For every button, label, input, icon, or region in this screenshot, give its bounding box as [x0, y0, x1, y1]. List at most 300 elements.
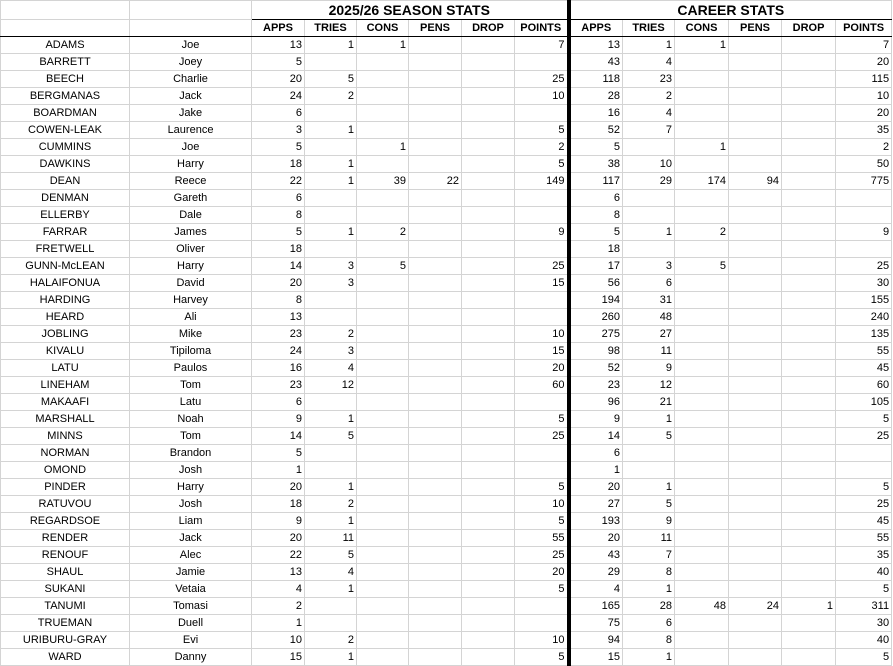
player-firstname-cell[interactable]: Harry [130, 258, 252, 275]
season-pens-cell[interactable] [409, 258, 462, 275]
season-cons-cell[interactable] [357, 71, 409, 88]
season-tries-cell[interactable] [305, 207, 357, 224]
season-apps-cell[interactable]: 18 [252, 156, 305, 173]
season-drop-cell[interactable] [462, 530, 515, 547]
season-pens-cell[interactable] [409, 224, 462, 241]
career-points-cell[interactable]: 25 [836, 258, 892, 275]
player-surname-cell[interactable]: BEECH [1, 71, 130, 88]
player-firstname-cell[interactable]: James [130, 224, 252, 241]
career-tries-cell[interactable]: 6 [623, 615, 675, 632]
career-points-cell[interactable]: 45 [836, 513, 892, 530]
career-cons-cell[interactable] [675, 156, 729, 173]
career-cons-cell[interactable]: 174 [675, 173, 729, 190]
season-cons-cell[interactable] [357, 513, 409, 530]
player-surname-cell[interactable]: DENMAN [1, 190, 130, 207]
career-drop-cell[interactable] [782, 513, 836, 530]
career-drop-cell[interactable] [782, 632, 836, 649]
career-tries-cell[interactable]: 28 [623, 598, 675, 615]
career-points-cell[interactable]: 9 [836, 224, 892, 241]
season-points-cell[interactable]: 25 [515, 428, 569, 445]
season-cons-cell[interactable] [357, 615, 409, 632]
season-cons-cell[interactable] [357, 428, 409, 445]
player-surname-cell[interactable]: HEARD [1, 309, 130, 326]
season-apps-cell[interactable]: 5 [252, 224, 305, 241]
player-surname-cell[interactable]: RATUVOU [1, 496, 130, 513]
season-tries-cell[interactable] [305, 445, 357, 462]
career-points-cell[interactable]: 50 [836, 156, 892, 173]
season-pens-cell[interactable] [409, 105, 462, 122]
player-firstname-cell[interactable]: Harry [130, 479, 252, 496]
career-cons-cell[interactable] [675, 71, 729, 88]
career-cons-cell[interactable] [675, 581, 729, 598]
career-drop-cell[interactable] [782, 547, 836, 564]
career-points-cell[interactable]: 115 [836, 71, 892, 88]
career-cons-cell[interactable] [675, 309, 729, 326]
career-pens-cell[interactable] [729, 581, 782, 598]
season-apps-cell[interactable]: 6 [252, 190, 305, 207]
career-apps-cell[interactable]: 275 [569, 326, 623, 343]
career-cons-cell[interactable] [675, 377, 729, 394]
career-pens-cell[interactable] [729, 105, 782, 122]
season-cons-cell[interactable] [357, 581, 409, 598]
season-drop-cell[interactable] [462, 445, 515, 462]
season-apps-cell[interactable]: 5 [252, 445, 305, 462]
season-apps-cell[interactable]: 18 [252, 496, 305, 513]
season-cons-cell[interactable] [357, 190, 409, 207]
career-apps-cell[interactable]: 4 [569, 581, 623, 598]
season-drop-cell[interactable] [462, 156, 515, 173]
season-cons-cell[interactable] [357, 360, 409, 377]
career-pens-cell[interactable] [729, 547, 782, 564]
player-surname-cell[interactable]: ELLERBY [1, 207, 130, 224]
season-cons-cell[interactable] [357, 394, 409, 411]
career-drop-cell[interactable] [782, 564, 836, 581]
season-pens-cell[interactable] [409, 445, 462, 462]
season-apps-cell[interactable]: 5 [252, 54, 305, 71]
season-drop-cell[interactable] [462, 411, 515, 428]
season-tries-cell[interactable] [305, 292, 357, 309]
season-drop-cell[interactable] [462, 292, 515, 309]
season-cons-cell[interactable]: 2 [357, 224, 409, 241]
career-drop-cell[interactable] [782, 394, 836, 411]
season-drop-cell[interactable] [462, 71, 515, 88]
career-apps-cell[interactable]: 98 [569, 343, 623, 360]
career-apps-cell[interactable]: 5 [569, 224, 623, 241]
career-pens-cell[interactable] [729, 445, 782, 462]
career-pens-cell[interactable] [729, 88, 782, 105]
season-cons-cell[interactable] [357, 207, 409, 224]
career-apps-cell[interactable]: 260 [569, 309, 623, 326]
season-points-cell[interactable]: 60 [515, 377, 569, 394]
season-drop-cell[interactable] [462, 88, 515, 105]
player-surname-cell[interactable]: ADAMS [1, 37, 130, 54]
career-cons-cell[interactable] [675, 360, 729, 377]
career-pens-cell[interactable] [729, 190, 782, 207]
blank-cell[interactable] [1, 1, 130, 20]
career-points-cell[interactable]: 25 [836, 428, 892, 445]
career-tries-cell[interactable]: 9 [623, 513, 675, 530]
player-firstname-cell[interactable]: Charlie [130, 71, 252, 88]
career-points-cell[interactable] [836, 190, 892, 207]
season-drop-cell[interactable] [462, 581, 515, 598]
season-pens-cell[interactable] [409, 564, 462, 581]
player-surname-cell[interactable]: RENDER [1, 530, 130, 547]
career-pens-cell[interactable] [729, 37, 782, 54]
career-pens-cell[interactable] [729, 71, 782, 88]
career-points-cell[interactable]: 155 [836, 292, 892, 309]
season-cons-cell[interactable] [357, 292, 409, 309]
season-apps-cell[interactable]: 24 [252, 88, 305, 105]
player-surname-cell[interactable]: JOBLING [1, 326, 130, 343]
season-tries-cell[interactable]: 1 [305, 173, 357, 190]
career-apps-cell[interactable]: 1 [569, 462, 623, 479]
career-points-cell[interactable]: 5 [836, 649, 892, 666]
season-apps-cell[interactable]: 13 [252, 309, 305, 326]
season-cons-cell[interactable] [357, 241, 409, 258]
season-cons-cell[interactable] [357, 632, 409, 649]
season-tries-cell[interactable] [305, 190, 357, 207]
season-points-cell[interactable]: 20 [515, 564, 569, 581]
player-surname-cell[interactable]: TRUEMAN [1, 615, 130, 632]
career-tries-cell[interactable]: 5 [623, 496, 675, 513]
season-points-cell[interactable]: 5 [515, 479, 569, 496]
season-tries-cell[interactable]: 4 [305, 564, 357, 581]
season-pens-cell[interactable] [409, 37, 462, 54]
career-pens-cell[interactable] [729, 428, 782, 445]
career-apps-cell[interactable]: 23 [569, 377, 623, 394]
career-tries-cell[interactable]: 4 [623, 105, 675, 122]
season-points-cell[interactable]: 25 [515, 258, 569, 275]
career-drop-cell[interactable] [782, 224, 836, 241]
player-surname-cell[interactable]: TANUMI [1, 598, 130, 615]
career-tries-cell[interactable]: 8 [623, 564, 675, 581]
player-firstname-cell[interactable]: Jack [130, 88, 252, 105]
career-drop-cell[interactable] [782, 326, 836, 343]
player-surname-cell[interactable]: MINNS [1, 428, 130, 445]
season-cons-cell[interactable]: 39 [357, 173, 409, 190]
career-apps-cell[interactable]: 15 [569, 649, 623, 666]
season-points-cell[interactable]: 2 [515, 139, 569, 156]
career-cons-cell[interactable] [675, 105, 729, 122]
season-apps-cell[interactable]: 20 [252, 275, 305, 292]
season-cons-cell[interactable] [357, 564, 409, 581]
career-cons-cell[interactable] [675, 615, 729, 632]
season-points-cell[interactable]: 25 [515, 71, 569, 88]
career-drop-cell[interactable] [782, 71, 836, 88]
career-apps-cell[interactable]: 13 [569, 37, 623, 54]
season-points-cell[interactable]: 5 [515, 581, 569, 598]
career-tries-cell[interactable]: 12 [623, 377, 675, 394]
career-pens-cell[interactable] [729, 292, 782, 309]
career-drop-cell[interactable] [782, 581, 836, 598]
career-apps-cell[interactable]: 6 [569, 445, 623, 462]
career-pens-cell[interactable] [729, 326, 782, 343]
player-firstname-cell[interactable]: Tomasi [130, 598, 252, 615]
season-pens-cell[interactable] [409, 190, 462, 207]
season-cons-cell[interactable] [357, 326, 409, 343]
career-cons-cell[interactable] [675, 241, 729, 258]
career-apps-cell[interactable]: 20 [569, 530, 623, 547]
season-points-cell[interactable] [515, 394, 569, 411]
career-tries-cell[interactable]: 1 [623, 37, 675, 54]
player-firstname-cell[interactable]: Liam [130, 513, 252, 530]
career-drop-cell[interactable] [782, 105, 836, 122]
career-tries-cell[interactable]: 7 [623, 122, 675, 139]
season-points-cell[interactable]: 5 [515, 513, 569, 530]
career-drop-cell[interactable] [782, 411, 836, 428]
career-drop-cell[interactable] [782, 241, 836, 258]
season-apps-cell[interactable]: 15 [252, 649, 305, 666]
player-firstname-cell[interactable]: Paulos [130, 360, 252, 377]
career-pens-cell[interactable] [729, 309, 782, 326]
player-firstname-cell[interactable]: Harry [130, 156, 252, 173]
career-cons-cell[interactable] [675, 326, 729, 343]
blank-cell[interactable] [1, 20, 130, 37]
player-firstname-cell[interactable]: Tom [130, 428, 252, 445]
season-apps-cell[interactable]: 6 [252, 394, 305, 411]
career-points-cell[interactable]: 40 [836, 632, 892, 649]
season-apps-cell[interactable]: 14 [252, 258, 305, 275]
career-points-cell[interactable]: 20 [836, 54, 892, 71]
career-apps-cell[interactable]: 38 [569, 156, 623, 173]
career-points-cell[interactable]: 60 [836, 377, 892, 394]
season-tries-cell[interactable] [305, 394, 357, 411]
career-cons-cell[interactable] [675, 632, 729, 649]
season-tries-cell[interactable]: 1 [305, 649, 357, 666]
career-tries-cell[interactable]: 11 [623, 530, 675, 547]
career-apps-cell[interactable]: 8 [569, 207, 623, 224]
season-tries-cell[interactable]: 1 [305, 411, 357, 428]
season-cons-cell[interactable] [357, 275, 409, 292]
career-points-cell[interactable]: 2 [836, 139, 892, 156]
player-surname-cell[interactable]: COWEN-LEAK [1, 122, 130, 139]
season-cons-cell[interactable] [357, 377, 409, 394]
career-points-cell[interactable]: 25 [836, 496, 892, 513]
career-apps-cell[interactable]: 193 [569, 513, 623, 530]
career-drop-cell[interactable] [782, 479, 836, 496]
career-tries-cell[interactable]: 7 [623, 547, 675, 564]
season-drop-cell[interactable] [462, 173, 515, 190]
career-pens-cell[interactable] [729, 207, 782, 224]
career-cons-cell[interactable]: 48 [675, 598, 729, 615]
season-points-cell[interactable]: 5 [515, 411, 569, 428]
season-points-cell[interactable]: 55 [515, 530, 569, 547]
season-pens-cell[interactable] [409, 88, 462, 105]
career-drop-cell[interactable] [782, 649, 836, 666]
season-apps-cell[interactable]: 4 [252, 581, 305, 598]
player-firstname-cell[interactable]: Mike [130, 326, 252, 343]
player-surname-cell[interactable]: BARRETT [1, 54, 130, 71]
season-pens-cell[interactable] [409, 71, 462, 88]
career-points-cell[interactable]: 45 [836, 360, 892, 377]
career-tries-cell[interactable]: 23 [623, 71, 675, 88]
career-tries-cell[interactable]: 1 [623, 479, 675, 496]
career-cons-cell[interactable] [675, 54, 729, 71]
career-apps-cell[interactable]: 56 [569, 275, 623, 292]
season-cons-cell[interactable] [357, 54, 409, 71]
career-pens-cell[interactable] [729, 564, 782, 581]
season-drop-cell[interactable] [462, 564, 515, 581]
career-cons-cell[interactable] [675, 190, 729, 207]
season-apps-cell[interactable]: 5 [252, 139, 305, 156]
career-drop-cell[interactable] [782, 275, 836, 292]
career-cons-cell[interactable] [675, 343, 729, 360]
player-surname-cell[interactable]: NORMAN [1, 445, 130, 462]
season-apps-cell[interactable]: 8 [252, 292, 305, 309]
season-tries-cell[interactable]: 1 [305, 479, 357, 496]
career-apps-cell[interactable]: 75 [569, 615, 623, 632]
career-drop-cell[interactable] [782, 445, 836, 462]
player-surname-cell[interactable]: GUNN-McLEAN [1, 258, 130, 275]
career-points-cell[interactable]: 105 [836, 394, 892, 411]
career-pens-cell[interactable] [729, 377, 782, 394]
season-apps-cell[interactable]: 20 [252, 71, 305, 88]
season-pens-cell[interactable] [409, 377, 462, 394]
career-stats-title[interactable]: CAREER STATS [569, 1, 892, 20]
career-tries-cell[interactable] [623, 445, 675, 462]
career-cons-cell[interactable] [675, 547, 729, 564]
season-cons-cell[interactable] [357, 479, 409, 496]
season-pens-cell[interactable] [409, 292, 462, 309]
player-firstname-cell[interactable]: Laurence [130, 122, 252, 139]
player-surname-cell[interactable]: BOARDMAN [1, 105, 130, 122]
season-drop-cell[interactable] [462, 241, 515, 258]
season-drop-cell[interactable] [462, 462, 515, 479]
career-tries-cell[interactable] [623, 207, 675, 224]
player-firstname-cell[interactable]: Noah [130, 411, 252, 428]
career-points-cell[interactable]: 30 [836, 275, 892, 292]
career-apps-cell[interactable]: 9 [569, 411, 623, 428]
career-drop-cell[interactable] [782, 377, 836, 394]
season-drop-cell[interactable] [462, 190, 515, 207]
career-pens-cell[interactable] [729, 479, 782, 496]
career-apps-cell[interactable]: 17 [569, 258, 623, 275]
season-apps-cell[interactable]: 16 [252, 360, 305, 377]
season-apps-cell[interactable]: 20 [252, 479, 305, 496]
career-cons-cell[interactable] [675, 428, 729, 445]
career-tries-cell[interactable]: 6 [623, 275, 675, 292]
career-drop-cell[interactable] [782, 156, 836, 173]
season-drop-cell[interactable] [462, 326, 515, 343]
career-drop-cell[interactable] [782, 122, 836, 139]
season-pens-header[interactable]: PENS [409, 20, 462, 37]
season-pens-cell[interactable] [409, 632, 462, 649]
career-tries-cell[interactable]: 48 [623, 309, 675, 326]
career-cons-cell[interactable]: 2 [675, 224, 729, 241]
season-points-cell[interactable]: 25 [515, 547, 569, 564]
season-tries-cell[interactable]: 11 [305, 530, 357, 547]
player-firstname-cell[interactable]: Joe [130, 37, 252, 54]
career-cons-header[interactable]: CONS [675, 20, 729, 37]
season-apps-cell[interactable]: 20 [252, 530, 305, 547]
season-pens-cell[interactable] [409, 156, 462, 173]
career-pens-cell[interactable]: 94 [729, 173, 782, 190]
career-cons-cell[interactable] [675, 411, 729, 428]
career-pens-cell[interactable] [729, 632, 782, 649]
player-firstname-cell[interactable]: Dale [130, 207, 252, 224]
career-pens-cell[interactable] [729, 258, 782, 275]
career-drop-cell[interactable] [782, 462, 836, 479]
season-apps-cell[interactable]: 23 [252, 377, 305, 394]
season-points-cell[interactable]: 7 [515, 37, 569, 54]
season-pens-cell[interactable] [409, 360, 462, 377]
season-tries-cell[interactable]: 3 [305, 275, 357, 292]
player-firstname-cell[interactable]: Danny [130, 649, 252, 666]
career-cons-cell[interactable] [675, 207, 729, 224]
season-pens-cell[interactable] [409, 547, 462, 564]
season-pens-cell[interactable] [409, 275, 462, 292]
career-cons-cell[interactable] [675, 275, 729, 292]
season-tries-cell[interactable] [305, 615, 357, 632]
season-cons-cell[interactable] [357, 649, 409, 666]
player-firstname-cell[interactable]: Ali [130, 309, 252, 326]
career-tries-cell[interactable]: 21 [623, 394, 675, 411]
season-pens-cell[interactable] [409, 122, 462, 139]
season-pens-cell[interactable] [409, 207, 462, 224]
season-points-cell[interactable]: 15 [515, 275, 569, 292]
player-surname-cell[interactable]: FRETWELL [1, 241, 130, 258]
career-points-cell[interactable] [836, 241, 892, 258]
career-tries-cell[interactable]: 1 [623, 649, 675, 666]
season-tries-header[interactable]: TRIES [305, 20, 357, 37]
career-pens-cell[interactable] [729, 462, 782, 479]
season-pens-cell[interactable] [409, 326, 462, 343]
season-tries-cell[interactable]: 1 [305, 581, 357, 598]
career-pens-cell[interactable] [729, 224, 782, 241]
season-apps-cell[interactable]: 24 [252, 343, 305, 360]
season-tries-cell[interactable]: 5 [305, 71, 357, 88]
career-apps-cell[interactable]: 5 [569, 139, 623, 156]
season-apps-cell[interactable]: 13 [252, 564, 305, 581]
season-tries-cell[interactable]: 5 [305, 428, 357, 445]
season-apps-cell[interactable]: 9 [252, 411, 305, 428]
player-firstname-cell[interactable]: Jamie [130, 564, 252, 581]
career-pens-cell[interactable] [729, 649, 782, 666]
career-tries-cell[interactable]: 1 [623, 224, 675, 241]
season-pens-cell[interactable]: 22 [409, 173, 462, 190]
career-apps-cell[interactable]: 117 [569, 173, 623, 190]
season-points-cell[interactable] [515, 105, 569, 122]
career-tries-cell[interactable]: 31 [623, 292, 675, 309]
player-firstname-cell[interactable]: Joe [130, 139, 252, 156]
season-cons-cell[interactable] [357, 105, 409, 122]
season-drop-cell[interactable] [462, 632, 515, 649]
season-drop-cell[interactable] [462, 513, 515, 530]
player-firstname-cell[interactable]: Joey [130, 54, 252, 71]
player-surname-cell[interactable]: LINEHAM [1, 377, 130, 394]
career-tries-cell[interactable]: 9 [623, 360, 675, 377]
season-tries-cell[interactable] [305, 105, 357, 122]
season-drop-cell[interactable] [462, 309, 515, 326]
career-cons-cell[interactable]: 1 [675, 139, 729, 156]
career-apps-cell[interactable]: 29 [569, 564, 623, 581]
player-surname-cell[interactable]: KIVALU [1, 343, 130, 360]
player-surname-cell[interactable]: HALAIFONUA [1, 275, 130, 292]
player-firstname-cell[interactable]: Evi [130, 632, 252, 649]
career-points-cell[interactable]: 35 [836, 122, 892, 139]
season-points-cell[interactable]: 5 [515, 649, 569, 666]
player-surname-cell[interactable]: SHAUL [1, 564, 130, 581]
career-drop-cell[interactable] [782, 309, 836, 326]
player-surname-cell[interactable]: LATU [1, 360, 130, 377]
season-tries-cell[interactable] [305, 241, 357, 258]
career-cons-cell[interactable] [675, 530, 729, 547]
career-cons-cell[interactable] [675, 462, 729, 479]
season-cons-cell[interactable] [357, 496, 409, 513]
career-pens-cell[interactable] [729, 139, 782, 156]
season-cons-cell[interactable] [357, 122, 409, 139]
season-points-cell[interactable] [515, 598, 569, 615]
